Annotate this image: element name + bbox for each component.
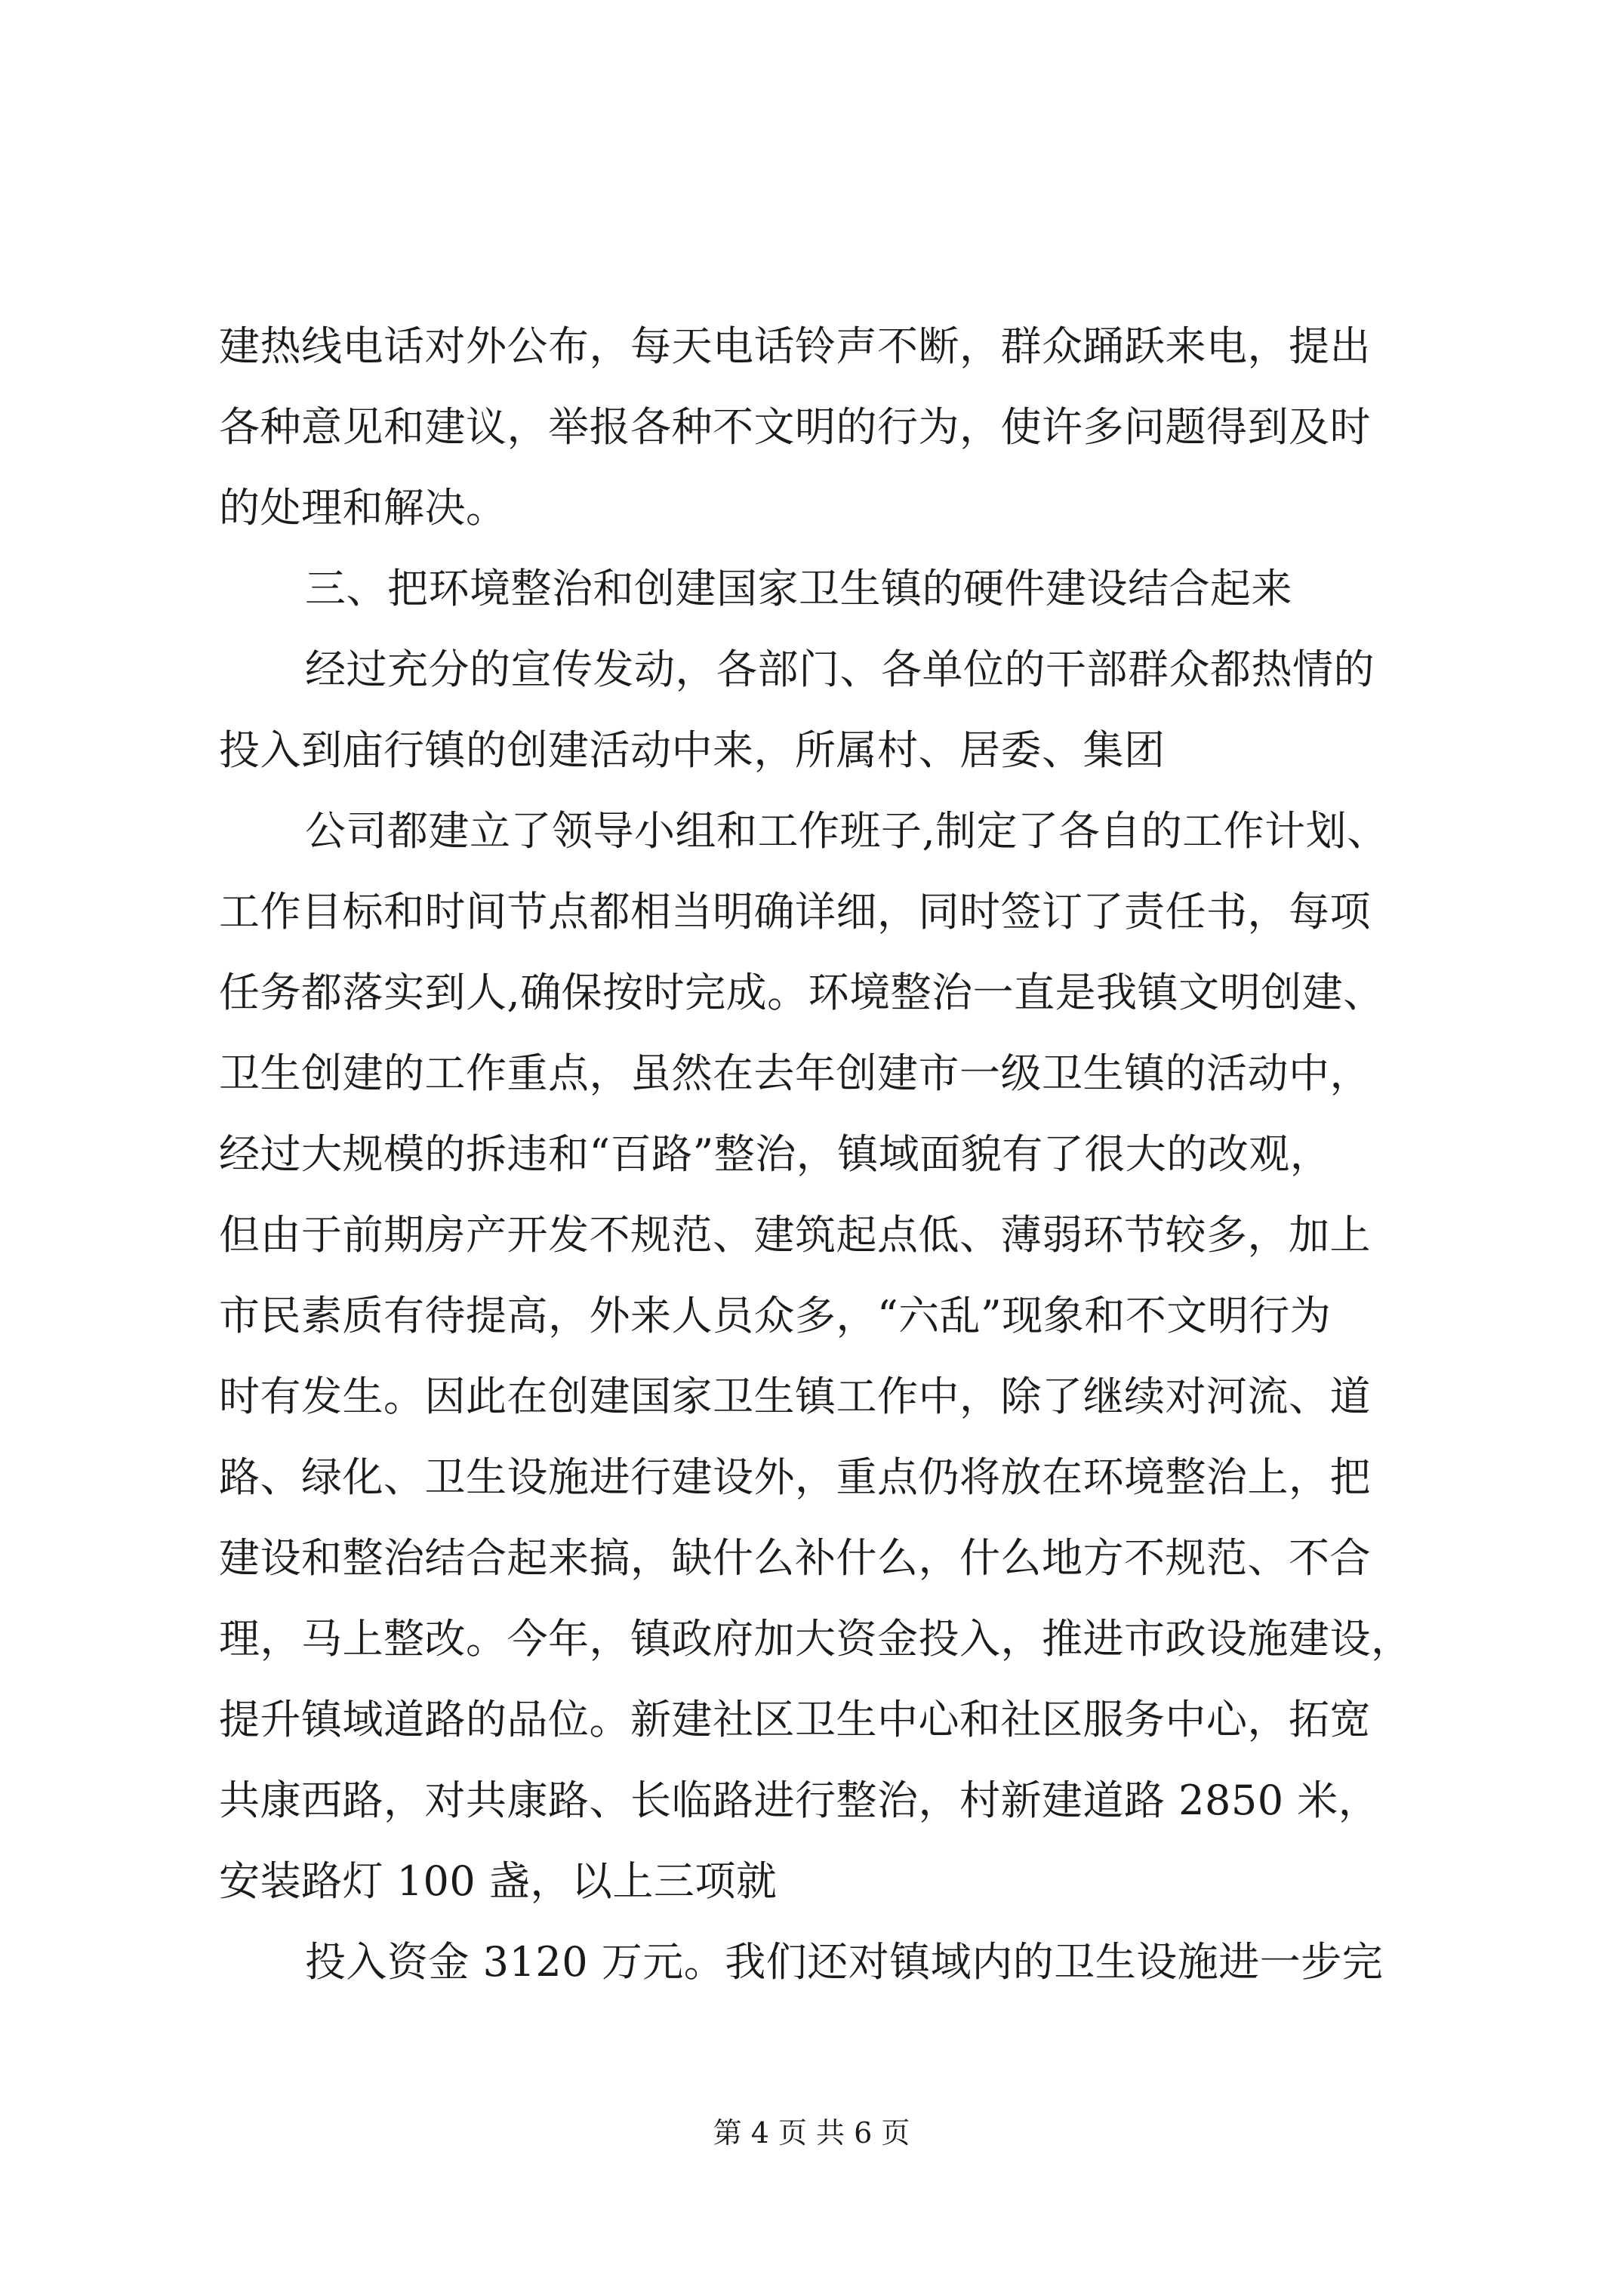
page-footer (0, 2114, 1623, 2152)
text-line: 经过充分的宣传发动，各部门、各单位的干部群众都热情的 (305, 646, 1375, 693)
text-line: 理，马上整改。今年，镇政府加大资金投入，推进市政设施建设， (219, 1615, 1412, 1663)
text-line: 卫生创建的工作重点，虽然在去年创建市一级卫生镇的活动中， (219, 1049, 1371, 1097)
text-line: 投入资金 3120 万元。我们还对镇域内的卫生设施进一步完 (305, 1938, 1384, 1986)
text-line: 公司都建立了领导小组和工作班子,制定了各自的工作计划、 (305, 807, 1388, 855)
text-line: 安装路灯 100 盏，以上三项就 (219, 1857, 778, 1905)
text-line: 时有发生。因此在创建国家卫生镇工作中，除了继续对河流、道 (219, 1373, 1371, 1420)
text-line: 工作目标和时间节点都相当明确详细，同时签订了责任书，每项 (219, 888, 1371, 935)
text-line: 共康西路，对共康路、长临路进行整治，村新建道路 2850 米， (219, 1777, 1380, 1824)
text-line: 市民素质有待提高，外来人员众多，“六乱”现象和不文明行为 (219, 1292, 1332, 1339)
text-line: 但由于前期房产开发不规范、建筑起点低、薄弱环节较多，加上 (219, 1211, 1371, 1259)
text-line: 提升镇域道路的品位。新建社区卫生中心和社区服务中心，拓宽 (219, 1696, 1371, 1743)
text-line: 路、绿化、卫生设施进行建设外，重点仍将放在环境整治上，把 (219, 1453, 1371, 1501)
section-heading: 三、把环境整治和创建国家卫生镇的硬件建设结合起来 (305, 565, 1292, 612)
body-text (219, 306, 1427, 2002)
text-line: 任务都落实到人,确保按时完成。环境整治一直是我镇文明创建、 (219, 969, 1384, 1016)
text-line: 投入到庙行镇的创建活动中来，所属村、居委、集团 (219, 726, 1166, 774)
page-number: 第 4 页 共 6 页 (713, 2116, 910, 2150)
text-line: 建设和整治结合起来搞，缺什么补什么，什么地方不规范、不合 (219, 1534, 1371, 1582)
text-line: 的处理和解决。 (219, 484, 507, 532)
text-line: 建热线电话对外公布，每天电话铃声不断，群众踊跃来电，提出 (219, 322, 1371, 370)
text-line: 经过大规模的拆违和“百路”整治，镇域面貌有了很大的改观， (219, 1130, 1332, 1178)
text-line: 各种意见和建议，举报各种不文明的行为，使许多问题得到及时 (219, 403, 1371, 451)
